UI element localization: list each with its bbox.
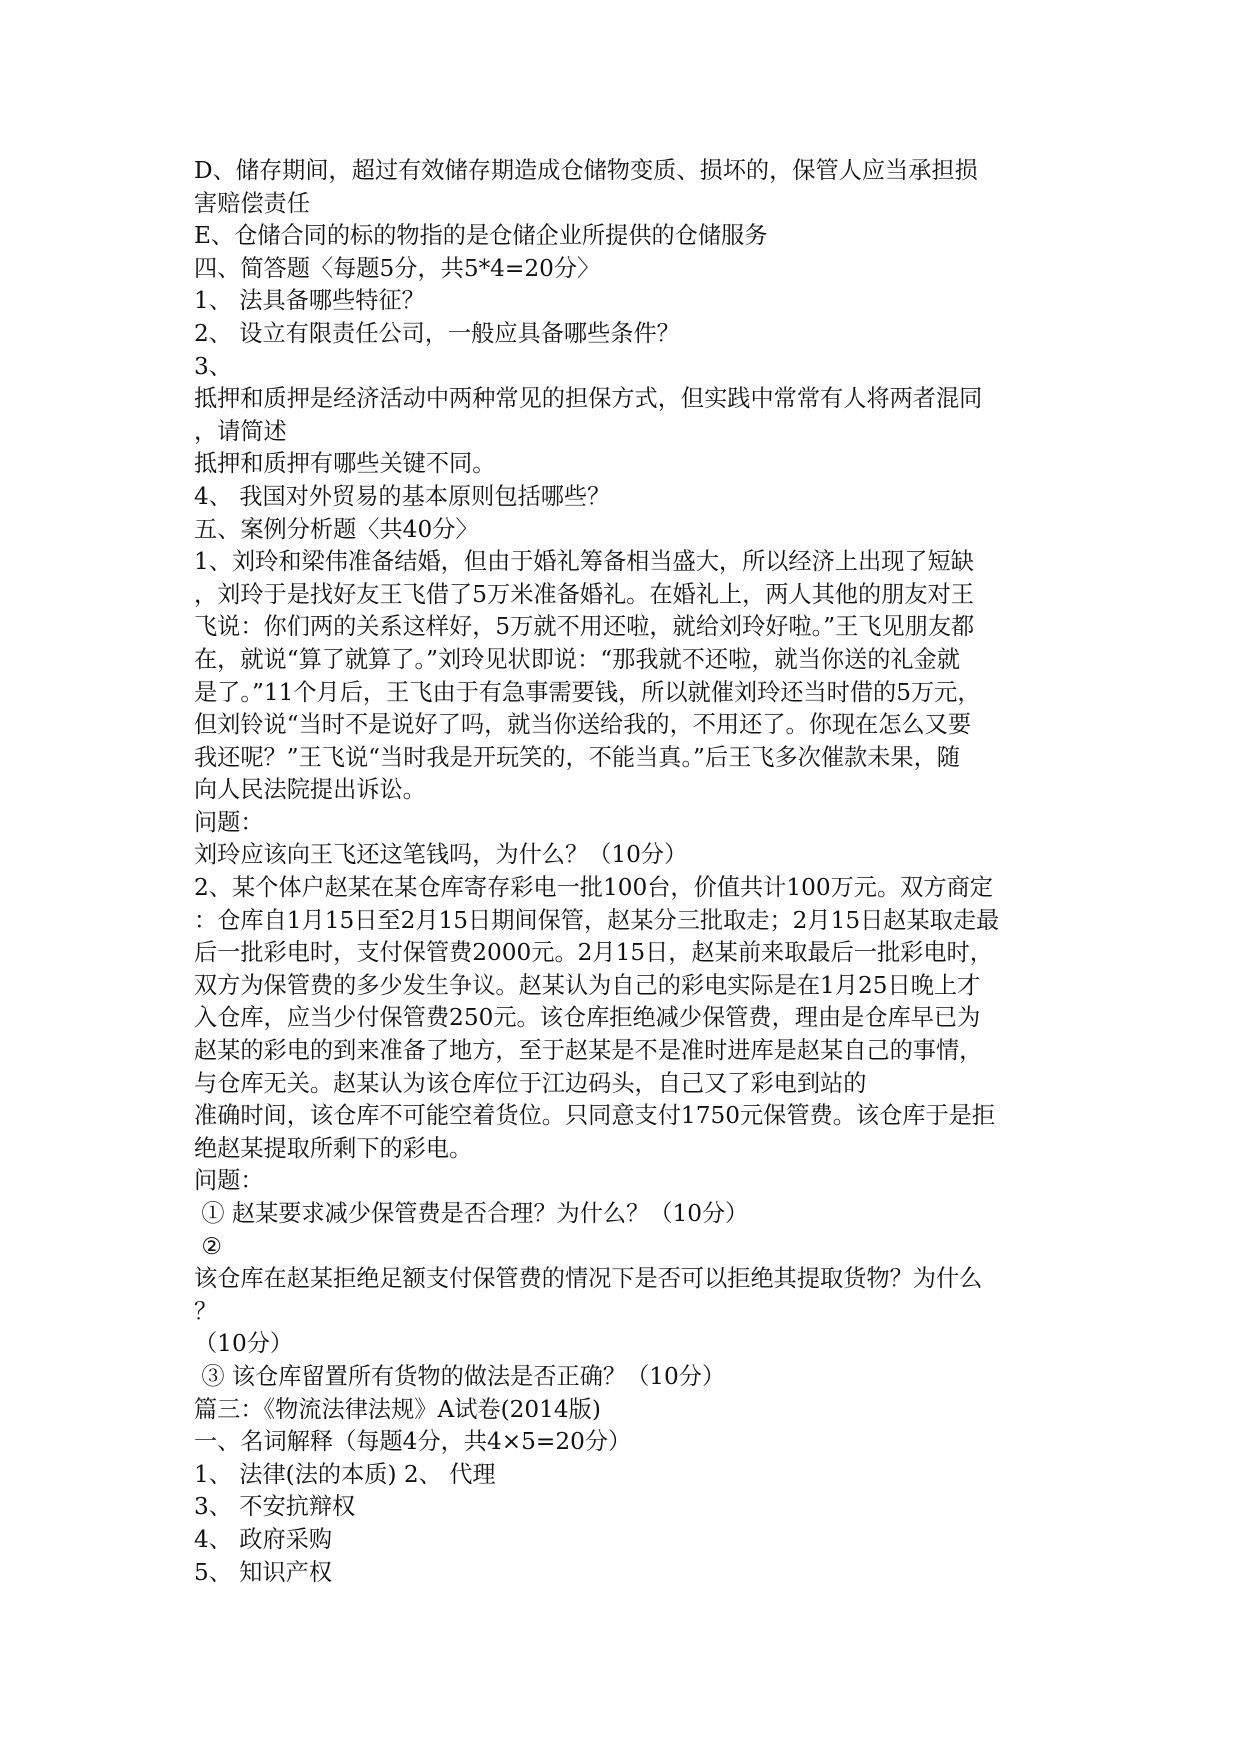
case-2-question-label: 问题： [194, 1167, 264, 1195]
case-2-line-8: 准确时间，该仓库不可能空着货位。只同意支付1750元保管费。该仓库于是拒 [194, 1102, 996, 1130]
case-2-question-1: ① 赵某要求减少保管费是否合理？为什么？（10分） [194, 1200, 749, 1227]
section-heading-case-analysis: 五、案例分析题〈共40分〉 [194, 515, 479, 543]
case-1-line-4: 在，就说“算了就算了。”刘玲见状即说：“那我就不还啦，就当你送的礼金就 [194, 645, 960, 673]
case-2-line-1: 2、某个体户赵某在某仓库寄存彩电一批100台，价值共计100万元。双方商定 [194, 874, 993, 902]
option-d-line-1: D、储存期间，超过有效储存期造成仓储物变质、损坏的，保管人应当承担损 [194, 157, 978, 184]
question-3-line-3: 抵押和质押有哪些关键不同。 [194, 450, 496, 478]
case-1-line-6: 但刘铃说“当时不是说好了吗，就当你送给我的，不用还了。你现在怎么又要 [194, 711, 972, 739]
term-3: 3、 不安抗辩权 [194, 1493, 356, 1521]
option-d-line-2: 害赔偿责任 [194, 189, 310, 217]
question-3-line-2: ，请简述 [194, 417, 287, 445]
document-body [194, 155, 1054, 1589]
case-2-line-6: 赵某的彩电的到来准备了地方，至于赵某是不是准时进库是赵某自己的事情， [194, 1037, 983, 1065]
case-1-question-label: 问题： [194, 808, 264, 836]
question-4: 4、 我国对外贸易的基本原则包括哪些？ [194, 482, 611, 510]
case-2-line-5: 入仓库，应当少付保管费250元。该仓库拒绝减少保管费，理由是仓库早已为 [194, 1004, 981, 1032]
case-2-line-9: 绝赵某提取所剩下的彩电。 [194, 1134, 473, 1162]
section-heading-short-answer: 四、简答题〈每题5分，共5*4=20分〉 [194, 254, 601, 282]
case-1-line-7: 我还呢？”王飞说“当时我是开玩笑的，不能当真。”后王飞多次催款未果，随 [194, 743, 960, 771]
case-1-question: 刘玲应该向王飞还这笔钱吗，为什么？（10分） [194, 841, 688, 869]
case-2-line-2: ：仓库自1月15日至2月15日期间保管，赵某分三批取走；2月15日赵某取走最 [194, 906, 1000, 934]
question-2: 2、 设立有限责任公司，一般应具备哪些条件？ [194, 319, 680, 347]
case-2-question-2-line-2: ？ [194, 1297, 218, 1325]
term-4: 4、 政府采购 [194, 1525, 333, 1553]
option-e: E、仓储合同的标的物指的是仓储企业所提供的仓储服务 [194, 222, 768, 250]
case-2-question-2-number: ② [194, 1232, 223, 1260]
case-1-line-1: 1、刘玲和梁伟准备结婚，但由于婚礼筹备相当盛大，所以经济上出现了短缺 [194, 548, 974, 576]
case-1-line-5: 是了。”11个月后，王飞由于有急事需要钱，所以就催刘玲还当时借的5万元， [194, 678, 981, 706]
case-2-question-3: ③ 该仓库留置所有货物的做法是否正确？（10分） [194, 1362, 726, 1390]
term-5: 5、 知识产权 [194, 1558, 333, 1586]
section-heading-terms: 一、名词解释（每题4分，共4×5=20分） [194, 1428, 632, 1456]
question-3-line-1: 抵押和质押是经济活动中两种常见的担保方式，但实践中常常有人将两者混同 [194, 385, 983, 413]
case-2-line-7: 与仓库无关。赵某认为该仓库位于江边码头，自己又了彩电到站的 [194, 1069, 867, 1097]
case-1-line-3: 飞说：你们两的关系这样好，5万就不用还啦，就给刘玲好啦。”王飞见朋友都 [194, 613, 975, 641]
question-1: 1、 法具备哪些特征？ [194, 287, 425, 315]
part-three-title: 篇三：《物流法律法规》A试卷(2014版) [194, 1395, 601, 1423]
case-1-line-8: 向人民法院提出诉讼。 [194, 776, 426, 804]
case-1-line-2: ，刘玲于是找好友王飞借了5万米准备婚礼。在婚礼上，两人其他的朋友对王 [194, 580, 974, 608]
question-3-number: 3、 [194, 352, 232, 380]
term-1-and-2: 1、 法律(法的本质) 2、 代理 [194, 1460, 496, 1488]
case-2-question-2-points: （10分） [194, 1330, 294, 1358]
case-2-line-4: 双方为保管费的多少发生争议。赵某认为自己的彩电实际是在1月25日晚上才 [194, 971, 981, 999]
case-2-line-3: 后一批彩电时，支付保管费2000元。2月15日，赵某前来取最后一批彩电时， [194, 939, 993, 967]
case-2-question-2-line-1: 该仓库在赵某拒绝足额支付保管费的情况下是否可以拒绝其提取货物？为什么 [194, 1265, 983, 1293]
